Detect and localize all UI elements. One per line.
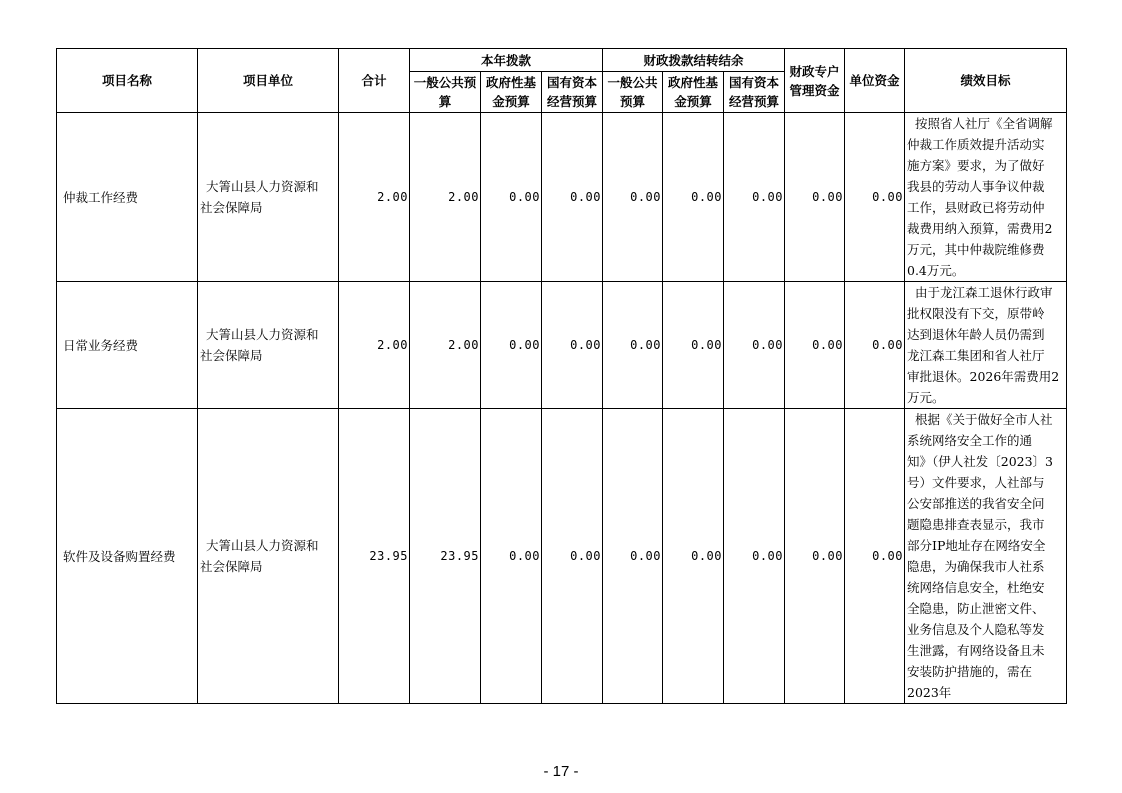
header-general-public: 一般公共预 算 (410, 72, 481, 113)
header-current-year: 本年拨款 (410, 49, 603, 72)
header-special-fund: 财政专户 管理资金 (785, 49, 845, 113)
header-co-state-capital: 国有资本 经营预算 (724, 72, 785, 113)
cell-total: 23.95 (339, 409, 410, 704)
cell-total: 2.00 (339, 113, 410, 282)
page-number: - 17 - (543, 763, 579, 780)
header-total: 合计 (339, 49, 410, 113)
cell-co-state-capital: 0.00 (724, 282, 785, 409)
budget-table (56, 48, 1067, 704)
cell-project-name: 软件及设备购置经费 (57, 409, 198, 704)
cell-state-capital: 0.00 (542, 409, 603, 704)
cell-gov-fund: 0.00 (481, 113, 542, 282)
header-project-unit: 项目单位 (198, 49, 339, 113)
cell-co-state-capital: 0.00 (724, 113, 785, 282)
cell-co-general: 0.00 (603, 113, 663, 282)
cell-co-gov-fund: 0.00 (663, 113, 724, 282)
cell-general: 23.95 (410, 409, 481, 704)
cell-co-general: 0.00 (603, 409, 663, 704)
cell-perf-goal: 根据《关于做好全市人社 系统网络安全工作的通 知》（伊人社发〔2023〕3 号）文件要求，人社部与 公安部推送的我省安全问 题隐患排查表显示，我市 部分IP地址存在网络安全 隐患，为确保我市人社系 统网络信息安全，杜绝安 全隐患，防止泄密文件、 业务信息及个人隐私等发 生泄露，有网络设备且未 安装防护措施的，需在 2023年 (905, 409, 1067, 704)
table-row (57, 282, 1067, 409)
cell-total: 2.00 (339, 282, 410, 409)
header-co-gov-fund: 政府性基 金预算 (663, 72, 724, 113)
header-state-capital: 国有资本 经营预算 (542, 72, 603, 113)
cell-state-capital: 0.00 (542, 113, 603, 282)
cell-special: 0.00 (785, 409, 845, 704)
cell-general: 2.00 (410, 282, 481, 409)
header-co-general: 一般公共 预算 (603, 72, 663, 113)
cell-special: 0.00 (785, 113, 845, 282)
cell-co-state-capital: 0.00 (724, 409, 785, 704)
table-row (57, 113, 1067, 282)
cell-project-name: 日常业务经费 (57, 282, 198, 409)
cell-gov-fund: 0.00 (481, 282, 542, 409)
header-carryover: 财政拨款结转结余 (603, 49, 785, 72)
cell-unit-fund: 0.00 (845, 282, 905, 409)
header-perf-goal: 绩效目标 (905, 49, 1067, 113)
cell-project-name: 仲裁工作经费 (57, 113, 198, 282)
cell-co-general: 0.00 (603, 282, 663, 409)
cell-project-unit: 大箐山县人力资源和 社会保障局 (198, 282, 339, 409)
table-row (57, 409, 1067, 704)
cell-co-gov-fund: 0.00 (663, 282, 724, 409)
cell-special: 0.00 (785, 282, 845, 409)
cell-project-unit: 大箐山县人力资源和 社会保障局 (198, 409, 339, 704)
cell-general: 2.00 (410, 113, 481, 282)
cell-project-unit: 大箐山县人力资源和 社会保障局 (198, 113, 339, 282)
cell-gov-fund: 0.00 (481, 409, 542, 704)
cell-perf-goal: 按照省人社厅《全省调解 仲裁工作质效提升活动实 施方案》要求，为了做好 我县的劳动人事争议仲裁 工作，县财政已将劳动仲 裁费用纳入预算，需费用2 万元，其中仲裁院维修费 0.4万元。 (905, 113, 1067, 282)
cell-unit-fund: 0.00 (845, 113, 905, 282)
cell-state-capital: 0.00 (542, 282, 603, 409)
cell-co-gov-fund: 0.00 (663, 409, 724, 704)
header-unit-fund: 单位资金 (845, 49, 905, 113)
header-gov-fund: 政府性基 金预算 (481, 72, 542, 113)
header-project-name: 项目名称 (57, 49, 198, 113)
cell-unit-fund: 0.00 (845, 409, 905, 704)
cell-perf-goal: 由于龙江森工退休行政审 批权限没有下交，原带岭 达到退休年龄人员仍需到 龙江森工集团和省人社厅 审批退休。2026年需费用2 万元。 (905, 282, 1067, 409)
